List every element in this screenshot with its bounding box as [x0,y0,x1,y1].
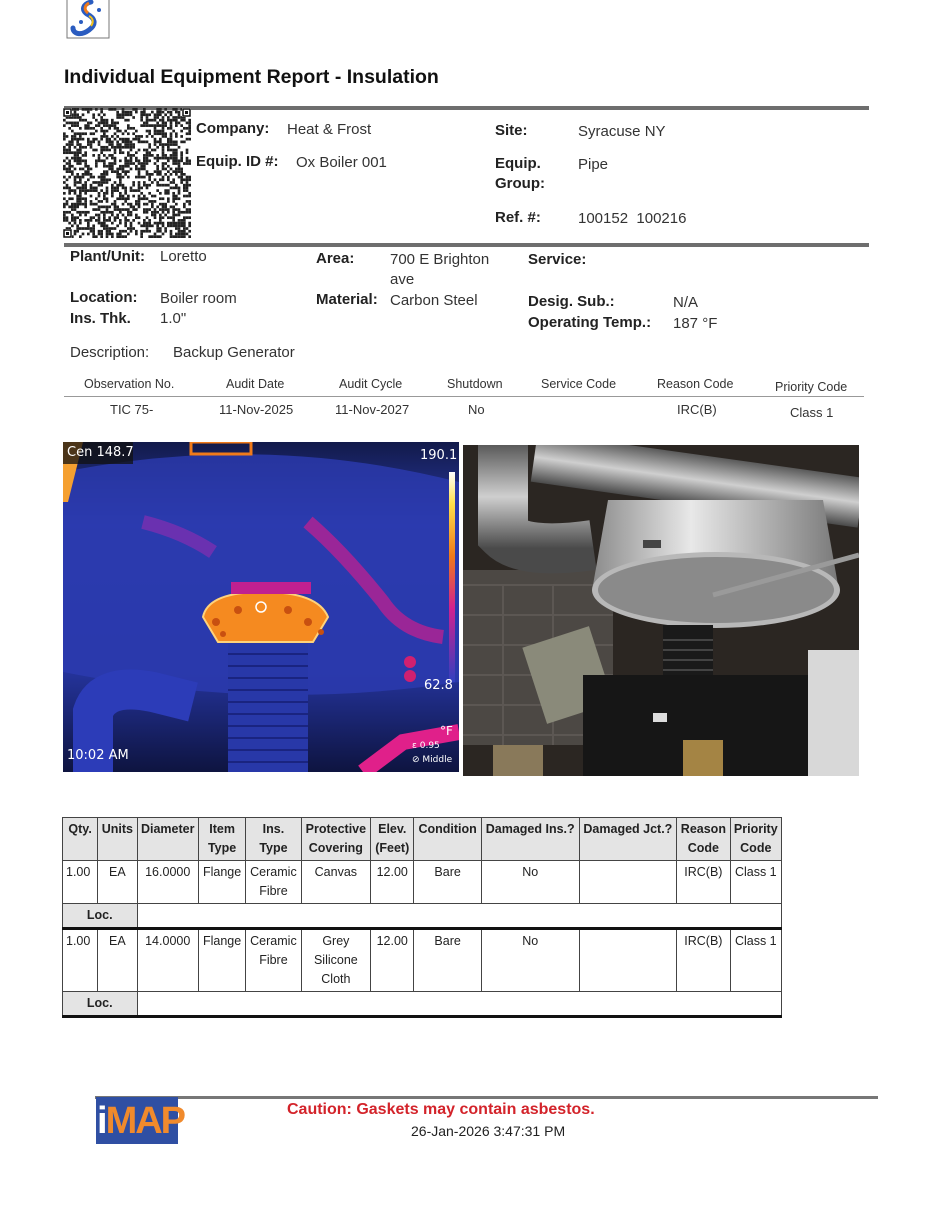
cell-condition: Bare [414,861,481,904]
equip-group-value: Pipe [578,156,609,173]
obs-value-audit-date: 11-Nov-2025 [219,402,294,417]
desig-label: Desig. Sub.: [528,293,615,310]
cell-ins-type: Ceramic Fibre [246,861,301,904]
op-temp-label: Operating Temp.: [528,314,652,331]
cell-reason-code: IRC(B) [677,861,730,904]
obs-value-observation: TIC 75- [110,402,154,417]
thermal-scene [63,442,459,772]
obs-header-observation: Observation No. [84,377,175,391]
insulation-items-table [62,817,782,1018]
loc-value [137,904,782,929]
cell-ins-type: Ceramic Fibre [246,929,301,992]
ins-thk-value: 1.0" [160,310,187,327]
imap-logo-text: MAP [105,1100,185,1142]
obs-header-priority-code: Priority Code [775,380,848,394]
thermal-emissivity: ε 0.95 [412,741,440,751]
thermal-mode: ⊘ Middle [412,755,453,765]
footer-divider [95,1096,878,1099]
loc-label: Loc. [63,992,138,1017]
plant-label: Plant/Unit: [70,248,145,265]
thermal-max-reading: 190.1 [420,448,458,463]
imap-logo [96,1097,185,1144]
obs-header-reason-code: Reason Code [657,377,734,391]
cell-diameter: 14.0000 [137,929,198,992]
col-header-condition: Condition [414,818,481,861]
obs-value-priority-code: Class 1 [790,405,834,420]
cell-damaged-ins: No [481,861,579,904]
cell-protective-covering: Canvas [301,861,370,904]
cell-reason-code: IRC(B) [677,929,730,992]
site-value: Syracuse NY [578,123,666,140]
area-label: Area: [316,250,355,267]
cell-units: EA [98,861,137,904]
description-label: Description: [70,344,150,361]
obs-header-service-code: Service Code [541,377,617,391]
page-title: Individual Equipment Report - Insulation [64,66,439,88]
description-value: Backup Generator [173,344,295,361]
cell-condition: Bare [414,929,481,992]
col-header-damaged-jct: Damaged Jct.? [579,818,677,861]
obs-value-reason-code: IRC(B) [677,402,717,417]
equip-group-label-line2: Group: [495,175,545,192]
obs-value-audit-cycle: 11-Nov-2027 [335,402,410,417]
col-header-qty: Qty. [63,818,98,861]
col-header-protective-covering: Protective Covering [301,818,370,861]
equip-group-label-line1: Equip. [495,155,541,172]
salamander-logo-icon [65,0,111,44]
equip-id-value: Ox Boiler 001 [296,154,387,171]
material-value: Carbon Steel [390,292,478,309]
imap-logo-i: i [97,1100,106,1142]
cell-item-type: Flange [198,929,245,992]
obs-header-shutdown: Shutdown [447,377,503,391]
cell-protective-covering: Grey Silicone Cloth [301,929,370,992]
material-label: Material: [316,291,378,308]
cell-qty: 1.00 [63,861,98,904]
thermal-image [63,442,459,772]
company-value: Heat & Frost [287,121,372,138]
obs-header-audit-date: Audit Date [226,377,285,391]
cell-units: EA [98,929,137,992]
cell-damaged-ins: No [481,929,579,992]
table-row [63,861,782,904]
obs-value-shutdown: No [468,402,485,417]
table-header-row [63,818,782,861]
cell-priority-code: Class 1 [730,929,781,992]
col-header-reason-code: Reason Code [677,818,730,861]
site-label: Site: [495,122,528,139]
thermal-timestamp: 10:02 AM [67,748,129,763]
table-row [63,929,782,992]
table-loc-row [63,904,782,929]
ref-label: Ref. #: [495,209,541,226]
ref-value: 100152 100216 [578,210,687,227]
cell-item-type: Flange [198,861,245,904]
equip-group-label [495,155,545,192]
col-header-elev: Elev. (Feet) [371,818,414,861]
caution-notice: Caution: Gaskets may contain asbestos. [287,1101,595,1118]
plant-value: Loretto [160,248,207,265]
area-line1: 700 E Brighton [390,251,490,268]
equipment-photo [463,445,859,776]
qr-code [63,108,191,238]
col-header-ins-type: Ins. Type [246,818,301,861]
ins-thk-label: Ins. Thk. [70,310,131,327]
cell-qty: 1.00 [63,929,98,992]
cell-elev: 12.00 [371,861,414,904]
cell-damaged-jct [579,929,677,992]
thermal-center-reading: Cen 148.7 [67,445,134,460]
col-header-units: Units [98,818,137,861]
cell-priority-code: Class 1 [730,861,781,904]
col-header-damaged-ins: Damaged Ins.? [481,818,579,861]
location-value: Boiler room [160,290,237,307]
area-line2: ave [390,271,415,288]
thermal-unit: °F [440,724,453,738]
table-loc-row [63,992,782,1017]
loc-value [137,992,782,1017]
location-label: Location: [70,289,138,306]
col-header-priority-code: Priority Code [730,818,781,861]
desig-value: N/A [673,294,699,311]
op-temp-value: 187 °F [673,315,718,332]
cell-diameter: 16.0000 [137,861,198,904]
company-label: Company: [196,120,270,137]
print-timestamp: 26-Jan-2026 3:47:31 PM [411,1123,566,1139]
equip-id-label: Equip. ID #: [196,153,279,170]
loc-label: Loc. [63,904,138,929]
company-logo [65,0,111,44]
generator-photo-scene [463,445,859,776]
cell-damaged-jct [579,861,677,904]
col-header-item-type: Item Type [198,818,245,861]
cell-elev: 12.00 [371,929,414,992]
header-divider-bottom [64,243,869,247]
service-label: Service: [528,251,587,268]
observation-divider [64,396,864,397]
col-header-diameter: Diameter [137,818,198,861]
obs-header-audit-cycle: Audit Cycle [339,377,403,391]
area-value [390,250,489,290]
thermal-min-reading: 62.8 [424,678,453,693]
